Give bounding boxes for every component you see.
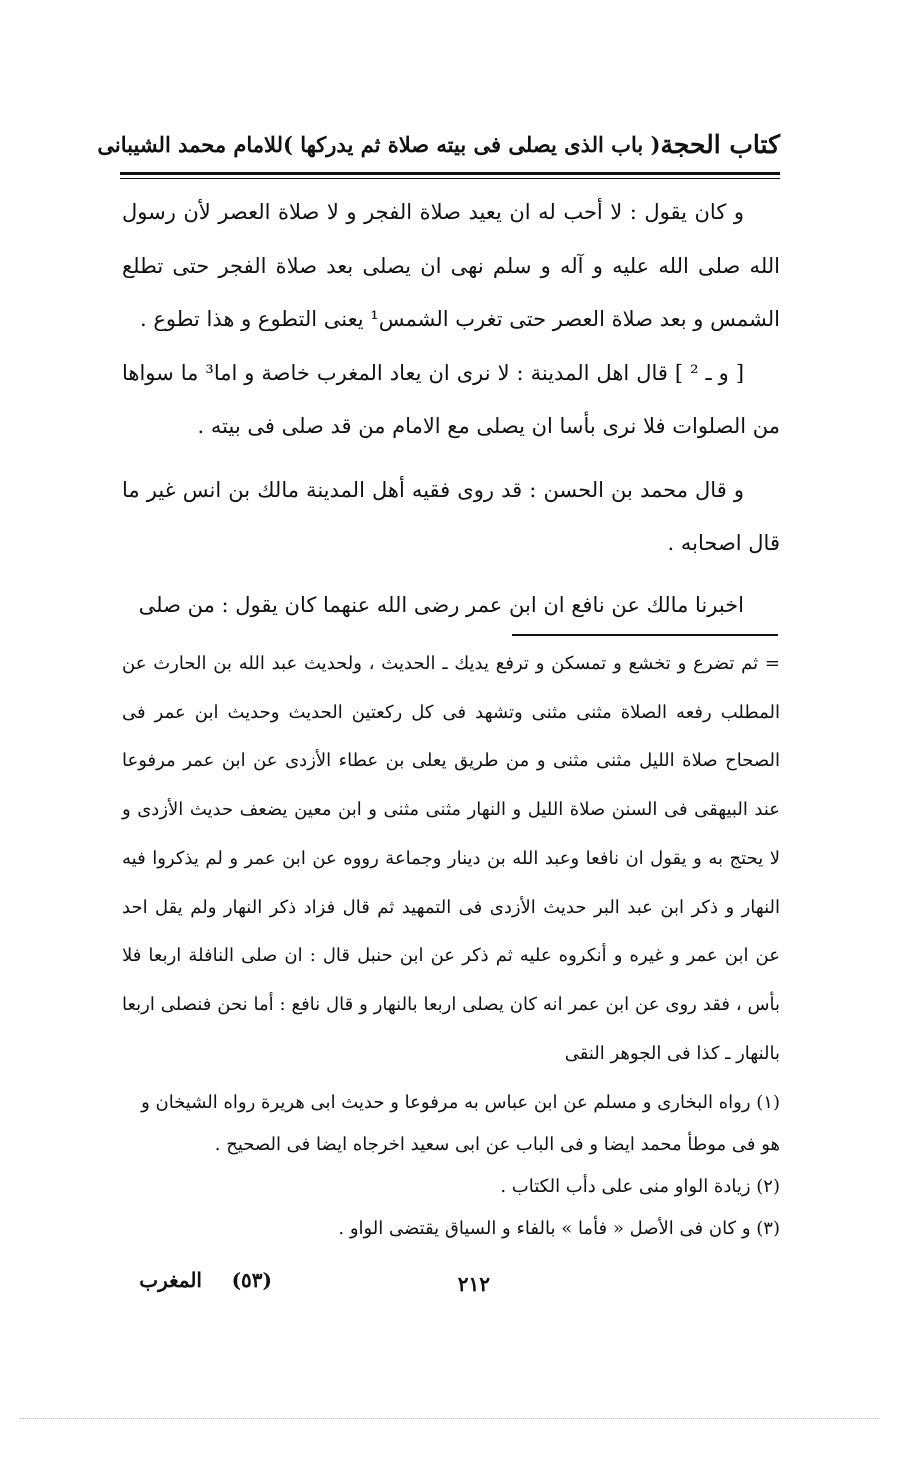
running-header	[97, 120, 780, 168]
main-text	[122, 186, 780, 632]
main-paragraph-1: و كان يقول : لا أحب له ان يعيد صلاة الفجر و لا صلاة العصر لأن رسول الله صلى الله عليه و آله و سلم نهى ان يصلى بعد صلاة الفجر حتى تطلع الشمس و بعد صلاة العصر حتى تغرب الشمس¹ يعنى التطوع و هذا تطوع .	[122, 200, 780, 331]
page-number: ٢١٢	[457, 1272, 490, 1296]
book-title: كتاب الحجة	[660, 129, 780, 159]
footnote-1: (١) رواه البخارى و مسلم عن ابن عباس به مرفوعا و حديث ابى هريرة رواه الشيخان و هو فى موطأ محمد ايضا و فى الباب عن ابى سعيد اخرجاه ايضا فى الصحيح .	[141, 1092, 780, 1155]
section-number: (٥٣)	[231, 1268, 272, 1292]
chapter-title: ( باب الذى يصلى فى بيته صلاة ثم يدركها )	[282, 131, 661, 157]
page-footer	[139, 1268, 780, 1304]
footnote-3: (٣) و كان فى الأصل « فأما » بالفاء و السياق يقتضى الواو .	[338, 1218, 780, 1239]
footnote-2: (٢) زيادة الواو منى على دأب الكتاب .	[500, 1176, 780, 1197]
section-name: المغرب	[139, 1268, 202, 1292]
header-rule-thin	[120, 178, 780, 179]
main-paragraph-4: اخبرنا مالك عن نافع ان ابن عمر رضى الله عنهما كان يقول : من صلى	[138, 592, 744, 617]
continued-notes	[122, 640, 780, 1078]
footnotes	[122, 1082, 780, 1250]
footnote-separator	[512, 634, 778, 636]
main-paragraph-2: [ و ـ ² ] قال اهل المدينة : لا نرى ان يعاد المغرب خاصة و اما³ ما سواها من الصلوات فلا نرى بأسا ان يصلى مع الامام من قد صلى فى بيته .	[122, 360, 780, 438]
scan-edge-marks	[20, 1408, 880, 1419]
main-paragraph-3: و قال محمد بن الحسن : قد روى فقيه أهل المدينة مالك بن انس غير ما قال اصحابه .	[122, 477, 780, 555]
notes-paragraph: = ثم تضرع و تخشع و تمسكن و ترفع يديك ـ الحديث ، ولحديث عبد الله بن الحارث عن المطلب رفعه الصلاة مثنى مثنى وتشهد فى كل ركعتين الحديث وحديث ابن عمر فى الصحاح صلاة الليل مثنى مثنى و من طريق يعلى بن عطاء الأزدى عن ابن عمر مرفوعا عند البيهقى فى السنن صلاة الليل و النهار مثنى مثنى و ابن معين يضعف حديث الأزدى و لا يحتج به و يقول ان نافعا وعبد الله بن دينار وجماعة رووه عن ابن عمر و لم يذكروا فيه النهار و ذكر ابن عبد البر حديث الأزدى فى التمهيد ثم قال فزاد ذكر النهار ولم يقل احد عن ابن عمر و غيره و أنكروه عليه ثم ذكر عن ابن حنبل قال : ان صلى النافلة اربعا فلا بأس ، فقد روى عن ابن عمر انه كان يصلى اربعا بالنهار و قال نافع : أما نحن فنصلى اربعا بالنهار ـ كذا فى الجوهر النقى	[122, 653, 780, 1064]
author-name: للامام محمد الشيبانى	[97, 131, 283, 157]
header-rule-thick	[120, 172, 780, 175]
